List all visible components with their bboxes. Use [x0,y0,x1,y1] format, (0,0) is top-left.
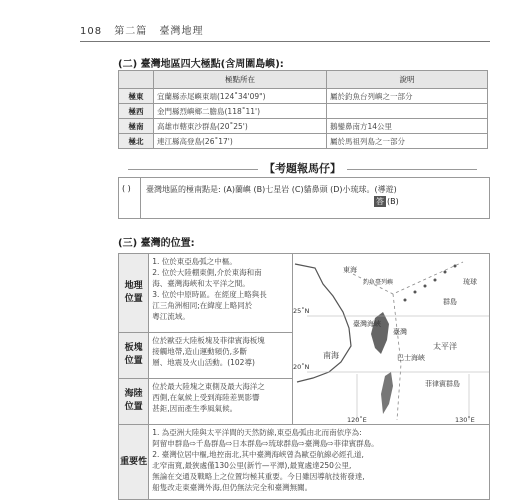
label-bashi: 巴士海峽 [397,354,425,362]
label-lat20: 20˚N [293,363,310,371]
section1-title: (二) 臺灣地區四大極點(含周圍島嶼): [118,59,284,70]
row-key-text: 板塊 位置 [124,343,143,367]
table-row [119,104,488,119]
map-cell [293,254,490,425]
quiz-title-rule [347,169,477,170]
row-key-text: 地理 位置 [124,280,143,304]
table-row [119,119,488,134]
row-key: 極西 [119,104,154,119]
row-key [119,254,149,333]
row-key: 極南 [119,119,154,134]
answer-badge: 答 [376,197,384,206]
answer-paren: ( ) [122,184,131,193]
page-number: 108 [80,26,103,37]
row-content: 位於歐亞大陸板塊及菲律賓海板塊 接觸地帶,造山運動頻仍,多斷 層、地震及火山活動。(102導) [149,332,293,378]
quiz-title-rule [128,169,258,170]
row-note: 屬於釣魚台列嶼之一部分 [327,89,488,104]
section2-title: (三) 臺灣的位置: [118,238,195,249]
label-islands: 群島 [443,298,457,306]
table-row [119,425,490,500]
row-key-text: 海陸 位置 [124,389,143,413]
row-location: 連江縣高登島(26˚17') [154,134,327,149]
quiz-answer [374,196,399,207]
row-location: 金門縣烈嶼鄉二膽島(118˚11') [154,104,327,119]
col-spacer [119,71,154,89]
label-diaoyutai: 釣魚臺列嶼 [363,279,394,286]
col-location: 極點所在 [154,71,327,89]
row-key [119,378,149,424]
table-row [119,89,488,104]
label-donghai: 東海 [343,266,357,274]
row-key: 極北 [119,134,154,149]
luzon [381,372,393,414]
boundary-line [353,262,463,294]
taiwan-island [371,312,389,354]
label-ryukyu: 琉球 [463,278,477,286]
extreme-points-table [118,70,488,149]
label-pacific: 太平洋 [433,342,457,351]
row-location: 宜蘭縣赤尾嶼東端(124˚34'09") [154,89,327,104]
label-strait: 臺灣海峽 [353,320,381,328]
ryukyu-dots [404,265,457,302]
quiz-question: 臺灣地區的極南點是: (A)蘭嶼 (B)七星岩 (C)貓鼻頭 (D)小琉球。(導遊) [146,185,397,194]
running-header [80,22,211,37]
answer-value: (B) [387,197,399,206]
location-table [118,253,490,500]
row-note: 鵝鑾鼻南方14公里 [327,119,488,134]
row-note: 屬於馬祖列島之一部分 [327,134,488,149]
label-lon130: 130˚E [455,416,475,424]
row-note [327,104,488,119]
row-key [119,332,149,378]
row-content: 位於最大陸塊之東側及最大海洋之 西側,在氣候上受到海陸差異影響 甚鉅,因而產生季風氣候。 [149,378,293,424]
quiz-title: 【考題報馬仔】 [120,160,485,176]
label-lon120: 120˚E [347,416,367,424]
table-row [119,134,488,149]
taiwan-location-map [293,254,489,424]
row-content: 1. 位於東亞島弧之中樞。 2. 位於大陸棚東側,介於東海和南 海、臺灣海峽和太平洋之間。 3. 位於中原時區。在經度上略與長 江三角洲相同;在緯度上略同於 粵江流域。 [149,254,293,333]
row-location: 高雄市轄東沙群島(20˚25') [154,119,327,134]
label-lat25: 25˚N [293,307,310,315]
header-rule [80,41,490,42]
label-nanhai: 南海 [323,351,339,360]
row-key-text: 重要性 [120,456,148,467]
col-note: 說明 [327,71,488,89]
part-label: 第二篇 [114,26,148,37]
label-philippines: 菲律賓群島 [425,380,460,388]
quiz-title-text: 考題報馬仔 [275,162,330,175]
row-key: 極東 [119,89,154,104]
row-key [119,425,149,500]
subject-label: 臺灣地理 [159,26,204,37]
table-row [119,254,490,333]
quiz-divider [140,177,141,219]
label-taiwan: 臺灣 [393,328,407,336]
row-content: 1. 為亞洲大陸與太平洋間的天然防線,東亞島弧由北而南依序為: 阿留申群島⇨千島群島⇨日本群島⇨琉球群島⇨臺灣島⇨菲律賓群島。 2. 臺灣位居中樞,地控南北,其中臺灣海峽曾為歐亞航線必經孔道, 北窄南寬,最狹處僅130公里(新竹—平潭),最寬處達250公里, 無論在交通及戰略上之位置均極其重要。今日雖因導航技術發達, 船隻改走東臺灣外海,但仍無法完全和臺灣無關。 [149,425,490,500]
